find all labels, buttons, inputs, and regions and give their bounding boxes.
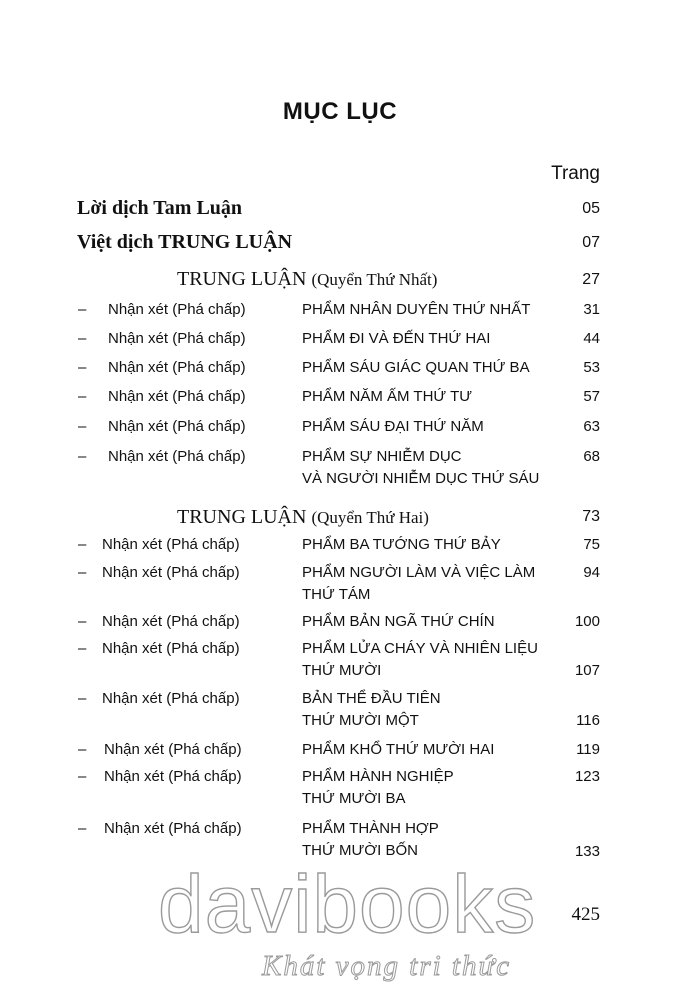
row-note: Nhận xét (Phá chấp): [108, 330, 246, 347]
part-heading[interactable]: [177, 506, 429, 529]
row-dash: –: [78, 741, 87, 758]
row-page: 133: [574, 843, 600, 860]
row-page: 63: [583, 418, 600, 435]
part-heading-main: TRUNG LUẬN: [177, 506, 307, 528]
row-chapter-title: BẢN THỂ ĐẦU TIÊN THỨ MƯỜI MỘT: [302, 690, 441, 729]
row-chapter-title: PHẨM SÁU GIÁC QUAN THỨ BA: [302, 359, 530, 376]
row-page: 100: [574, 613, 600, 630]
part-heading-main: TRUNG LUẬN: [177, 268, 307, 290]
row-dash: –: [78, 418, 87, 435]
part-heading-sub: (Quyển Thứ Nhất): [311, 270, 438, 289]
row-note: Nhận xét (Phá chấp): [102, 640, 240, 657]
toc-main-entry-page: 05: [582, 200, 600, 217]
row-note: Nhận xét (Phá chấp): [102, 613, 240, 630]
row-chapter-title: PHẨM BA TƯỚNG THỨ BẢY: [302, 536, 501, 553]
row-page: 107: [574, 662, 600, 679]
row-chapter-title: PHẨM SÁU ĐẠI THỨ NĂM: [302, 418, 484, 435]
toc-main-entry-page: 07: [582, 234, 600, 251]
row-chapter-title: PHẨM NHÂN DUYÊN THỨ NHẤT: [302, 301, 531, 318]
row-note: Nhận xét (Phá chấp): [104, 820, 242, 837]
row-page: 116: [576, 712, 600, 729]
row-page: 31: [583, 301, 600, 318]
row-page: 68: [583, 448, 600, 465]
row-dash: –: [78, 613, 87, 630]
row-page: 119: [576, 741, 600, 758]
row-chapter-title: PHẨM ĐI VÀ ĐẾN THỨ HAI: [302, 330, 491, 347]
row-note: Nhận xét (Phá chấp): [108, 359, 246, 376]
row-note: Nhận xét (Phá chấp): [108, 418, 246, 435]
row-dash: –: [78, 536, 87, 553]
toc-main-entry[interactable]: Lời dịch Tam Luận: [77, 197, 243, 219]
row-chapter-title: PHẨM BẢN NGÃ THỨ CHÍN: [302, 613, 495, 630]
row-page: 75: [583, 536, 600, 553]
row-dash: –: [78, 330, 87, 347]
row-chapter-title: PHẨM NGƯỜI LÀM VÀ VIỆC LÀM THỨ TÁM: [302, 564, 536, 603]
watermark-slogan: Khát vọng tri thức: [262, 950, 512, 982]
row-note: Nhận xét (Phá chấp): [104, 741, 242, 758]
watermark-brand: davibooks: [158, 859, 537, 950]
row-dash: –: [78, 768, 87, 785]
row-chapter-title: PHẨM NĂM ẤM THỨ TƯ: [302, 388, 473, 405]
row-note: Nhận xét (Phá chấp): [102, 690, 240, 707]
row-note: Nhận xét (Phá chấp): [102, 564, 240, 581]
row-dash: –: [78, 301, 87, 318]
row-page: 94: [583, 564, 600, 581]
row-dash: –: [78, 640, 87, 657]
row-note: Nhận xét (Phá chấp): [108, 301, 246, 318]
row-note: Nhận xét (Phá chấp): [104, 768, 242, 785]
row-dash: –: [78, 564, 87, 581]
row-dash: –: [78, 388, 87, 405]
row-dash: –: [78, 448, 87, 465]
row-page: 57: [583, 388, 600, 405]
row-note: Nhận xét (Phá chấp): [108, 388, 246, 405]
row-page: 123: [574, 768, 600, 785]
row-chapter-title: PHẨM LỬA CHÁY VÀ NHIÊN LIỆU THỨ MƯỜI: [302, 640, 538, 679]
row-dash: –: [78, 359, 87, 376]
row-chapter-title: PHẨM SỰ NHIỄM DỤC VÀ NGƯỜI NHIỄM DỤC THỨ SÁU: [302, 448, 540, 487]
page-column-label: Trang: [551, 163, 600, 184]
page-title: MỤC LỤC: [282, 98, 398, 125]
part-heading-page: 27: [582, 271, 600, 288]
part-heading-page: 73: [582, 508, 600, 525]
row-dash: –: [78, 690, 87, 707]
row-chapter-title: PHẨM KHỔ THỨ MƯỜI HAI: [302, 741, 495, 758]
toc-main-entry[interactable]: Việt dịch TRUNG LUẬN: [77, 231, 293, 253]
row-dash: –: [78, 820, 87, 837]
row-note: Nhận xét (Phá chấp): [102, 536, 240, 553]
row-page: 53: [583, 359, 600, 376]
page-number: 425: [571, 904, 600, 925]
row-page: 44: [583, 330, 600, 347]
row-note: Nhận xét (Phá chấp): [108, 448, 246, 465]
part-heading-sub: (Quyển Thứ Hai): [311, 508, 429, 527]
row-chapter-title: PHẨM HÀNH NGHIỆP THỨ MƯỜI BA: [302, 768, 454, 807]
row-chapter-title: PHẨM THÀNH HỢP THỨ MƯỜI BỐN: [302, 820, 439, 859]
part-heading[interactable]: [177, 268, 437, 291]
